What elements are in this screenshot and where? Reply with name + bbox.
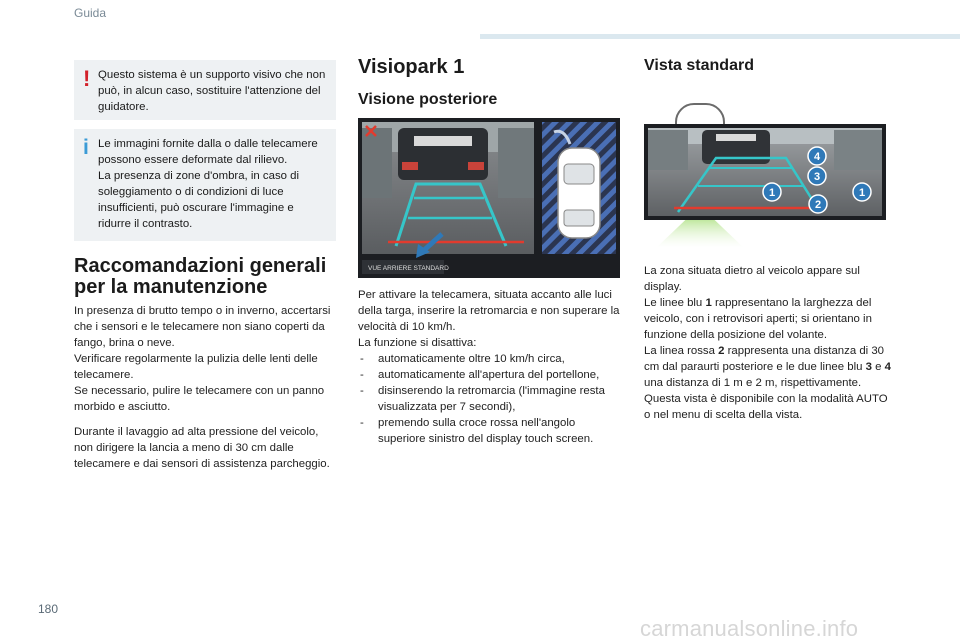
callout-1-right bbox=[853, 183, 871, 201]
callout-label: 4 bbox=[813, 151, 821, 163]
standard-view-text-1: La zona situata dietro al veicolo appare sul display. bbox=[644, 265, 860, 293]
standard-view-text-2: Le linee blu 1 rappresentano la larghezza del veicolo, con i retrovisori aperti; si orientano in funzione della posizione del volante. bbox=[644, 297, 872, 341]
callout-2 bbox=[809, 195, 827, 213]
standard-view-text bbox=[644, 263, 896, 423]
callout-3 bbox=[808, 167, 826, 185]
rear-view-subtitle: Visione posteriore bbox=[358, 91, 498, 108]
standard-view-text-4: Questa vista è disponibile con la modalità AUTO o nel menu di scelta della vista. bbox=[644, 393, 888, 421]
maintenance-text-3: Se necessario, pulire le telecamere con un panno morbido e asciutto. bbox=[74, 385, 325, 413]
maintenance-paragraph bbox=[74, 303, 340, 415]
washing-text: Durante il lavaggio ad alta pressione del veicolo, non dirigere la lancia a meno di 30 cm dalle telecamere e dai sensori di assistenza parcheggio. bbox=[74, 426, 330, 470]
watermark: carmanualsonline.info bbox=[640, 616, 859, 641]
running-header: Guida bbox=[74, 6, 107, 20]
list-item: - premendo sulla croce rossa nell'angolo superiore sinistro del display touch screen. bbox=[358, 415, 624, 447]
rear-camera-text bbox=[358, 287, 624, 447]
maintenance-heading bbox=[74, 256, 344, 298]
deactivation-list bbox=[358, 351, 624, 447]
info-note-text-2: La presenza di zone d'ombra, in caso di soleggiamento o di condizioni di luce insufficienti, può oscurare l'immagine e ridurre il contrasto. bbox=[98, 170, 299, 230]
standard-view-text-3: La linea rossa 2 rappresenta una distanza di 30 cm dal paraurti posteriore e le due linee blu 3 e 4 una distanza di 1 m e 2 m, rispettivamente. bbox=[644, 345, 891, 389]
info-note bbox=[74, 129, 336, 241]
warning-note bbox=[74, 60, 336, 120]
maintenance-text-1: In presenza di brutto tempo o in inverno, accertarsi che i sensori e le telecamere non siano coperti da fango, brina o neve. bbox=[74, 305, 331, 349]
callout-label: 3 bbox=[813, 171, 821, 183]
list-item: - disinserendo la retromarcia (l'immagine resta visualizzata per 7 secondi), bbox=[358, 383, 624, 415]
standard-view-screen-illustration bbox=[644, 124, 886, 220]
maintenance-heading-line2: per la manutenzione bbox=[74, 276, 268, 298]
maintenance-text-2: Verificare regolarmente la pulizia delle lenti delle telecamere. bbox=[74, 353, 318, 381]
washing-paragraph bbox=[74, 424, 340, 472]
callout-4 bbox=[808, 147, 826, 165]
activation-text: Per attivare la telecamera, situata accanto alle luci della targa, inserire la retromarcia e non superare la velocità di 10 km/h. bbox=[358, 289, 620, 333]
list-item: - automaticamente all'apertura del portellone, bbox=[358, 367, 624, 383]
callout-label: 1 bbox=[768, 187, 776, 199]
maintenance-heading-line1: Raccomandazioni generali bbox=[74, 255, 327, 277]
visiopark-title: Visiopark 1 bbox=[358, 56, 465, 78]
callout-1-left bbox=[763, 183, 781, 201]
header-divider bbox=[480, 34, 960, 39]
exclamation-icon: ! bbox=[83, 66, 91, 91]
warning-note-text: Questo sistema è un supporto visivo che non può, in alcun caso, sostituire l'attenzione del guidatore. bbox=[98, 69, 326, 113]
info-note-text-1: Le immagini fornite dalla o dalle telecamere possono essere deformate dal rilievo. bbox=[98, 138, 318, 166]
screen-label: VUE ARRIERE STANDARD bbox=[368, 265, 449, 272]
standard-view-title: Vista standard bbox=[644, 57, 754, 74]
page-number: 180 bbox=[38, 602, 59, 616]
info-icon: i bbox=[83, 136, 89, 159]
list-item: - automaticamente oltre 10 km/h circa, bbox=[358, 351, 624, 367]
deactivation-intro: La funzione si disattiva: bbox=[358, 337, 477, 349]
callout-label: 1 bbox=[858, 187, 866, 199]
callout-label: 2 bbox=[814, 199, 822, 211]
camera-screen-illustration bbox=[358, 118, 620, 278]
